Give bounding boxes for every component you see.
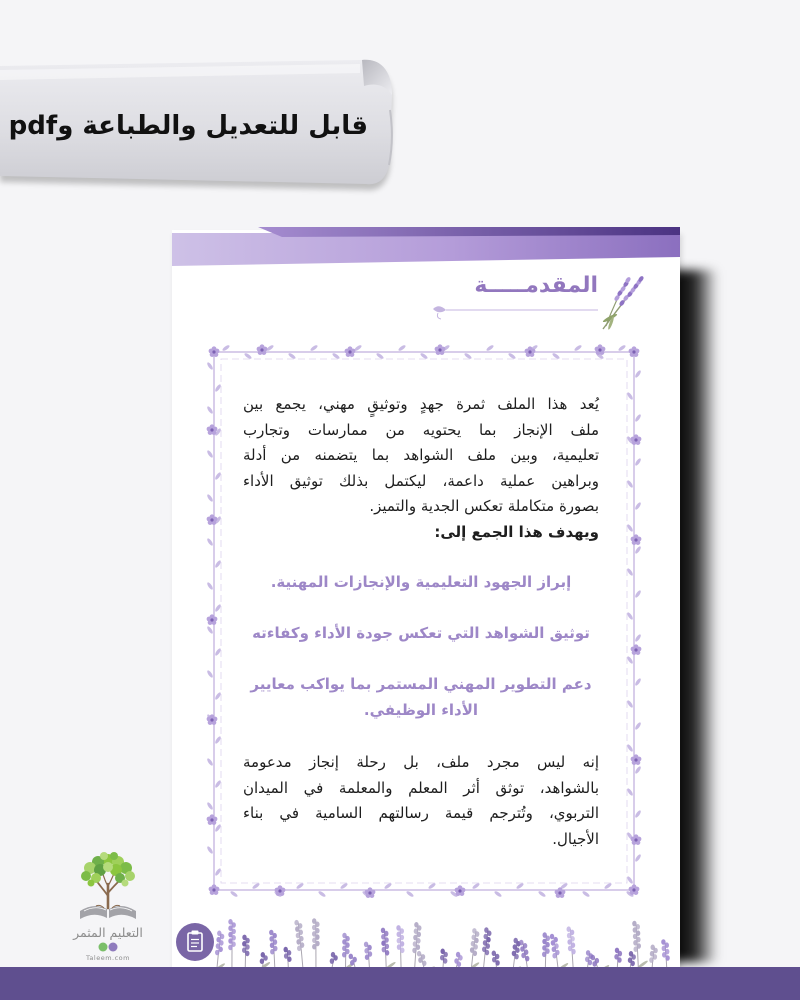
flower-center bbox=[212, 350, 215, 353]
flower-center bbox=[528, 350, 531, 353]
clipboard-badge bbox=[176, 923, 214, 961]
lavender-bud bbox=[270, 949, 274, 955]
lavender-bud bbox=[474, 944, 478, 950]
closing-paragraph bbox=[243, 750, 599, 852]
flower-center bbox=[212, 888, 215, 891]
lavender-bud bbox=[443, 958, 447, 964]
flower-center bbox=[634, 648, 637, 651]
lavender-bud bbox=[617, 957, 621, 963]
closing-line: التربوي، وتُترجم قيمة رسالتهم السامية في بناء bbox=[243, 804, 599, 822]
closing-line: بالشواهد، توثق أثر المعلم والمعلمة في الميدان bbox=[243, 778, 599, 797]
lavender-bud bbox=[519, 940, 523, 946]
lavender-bud bbox=[551, 940, 555, 946]
flower-center bbox=[210, 518, 213, 521]
lavender-bud bbox=[412, 948, 416, 954]
flower-center bbox=[278, 889, 281, 892]
flower-center bbox=[632, 888, 635, 891]
lavender-bud bbox=[457, 961, 461, 967]
lavender-bud bbox=[350, 960, 354, 966]
flower-center bbox=[438, 348, 441, 351]
badge-circle bbox=[176, 923, 214, 961]
lavender-bud bbox=[263, 955, 267, 961]
flower-center bbox=[210, 428, 213, 431]
lavender-bud bbox=[591, 955, 595, 961]
lavender-bud bbox=[400, 948, 404, 954]
lavender-bud bbox=[260, 958, 264, 964]
intro-paragraph bbox=[243, 392, 599, 545]
closing-line: إنه ليس مجرد ملف، بل رحلة إنجاز مدعومة bbox=[243, 753, 599, 771]
closing-line: الأجيال. bbox=[552, 829, 599, 848]
intro-line: تعليمية، وبين ملف الشواهد بما يتضمنه من أدلة bbox=[243, 446, 599, 464]
flower-center bbox=[634, 438, 637, 441]
lavender-bud bbox=[330, 958, 334, 964]
lavender-bud bbox=[294, 920, 298, 926]
flower-center bbox=[634, 758, 637, 761]
goal-item bbox=[243, 569, 599, 595]
goal-item bbox=[243, 620, 599, 646]
lavender-bud bbox=[550, 934, 554, 940]
lavender-bud bbox=[458, 955, 462, 961]
lavender-bud bbox=[349, 954, 353, 960]
logo-site: Taleem.com bbox=[86, 954, 130, 962]
lavender-bud bbox=[385, 950, 389, 956]
flower-center bbox=[558, 891, 561, 894]
lavender-bud bbox=[418, 957, 422, 963]
logo-dot-green bbox=[99, 943, 108, 952]
banner-title: قابل للتعديل والطباعة وpdf bbox=[8, 111, 368, 141]
goals-heading: ويهدف هذا الجمع إلى: bbox=[434, 522, 599, 541]
lavender-bud bbox=[342, 952, 346, 958]
lavender-bud bbox=[653, 948, 657, 954]
flower-center bbox=[260, 348, 263, 351]
flower-center bbox=[632, 350, 635, 353]
flower-center bbox=[458, 889, 461, 892]
lavender-bud bbox=[287, 956, 291, 962]
lavender-bud bbox=[571, 949, 575, 955]
goal-line: الأداء الوظيفي. bbox=[363, 701, 479, 719]
lavender-bud bbox=[245, 951, 249, 957]
lavender-bud bbox=[514, 954, 518, 960]
flower-center bbox=[210, 718, 213, 721]
lavender-bud bbox=[665, 955, 669, 961]
lavender-bud bbox=[552, 947, 556, 953]
page-title: المقدمـــــة bbox=[474, 273, 598, 298]
lavender-bud bbox=[588, 960, 592, 966]
lavender-bud bbox=[486, 943, 490, 949]
lavender-bud bbox=[631, 961, 635, 967]
lavender-bud bbox=[592, 961, 596, 967]
lavender-bud bbox=[521, 953, 525, 959]
lavender-bud bbox=[297, 946, 301, 952]
logo-dot-purple bbox=[109, 943, 118, 952]
lavender-bud bbox=[487, 931, 491, 937]
lavender-bud bbox=[515, 947, 519, 953]
goal-line: دعم التطوير المهني المستمر بما يواكب معايير bbox=[250, 675, 592, 693]
lavender-bud bbox=[485, 950, 489, 956]
flower-center bbox=[598, 348, 601, 351]
lavender-bud bbox=[312, 944, 316, 950]
goal-line: إبراز الجهود التعليمية والإنجازات المهنية. bbox=[270, 573, 572, 591]
lavender-bud bbox=[474, 938, 478, 944]
flower-center bbox=[634, 538, 637, 541]
lavender-bud bbox=[473, 951, 477, 957]
lavender-bud bbox=[215, 950, 219, 956]
intro-line: بصورة متكاملة تعكس الجدية والتميز. bbox=[369, 497, 599, 515]
lavender-bud bbox=[417, 951, 421, 957]
lavender-bud bbox=[632, 954, 636, 960]
flower-center bbox=[634, 838, 637, 841]
bottom-bar bbox=[0, 967, 800, 1000]
goal-item bbox=[243, 671, 599, 723]
page-sheet bbox=[172, 230, 680, 975]
lavender-bud bbox=[649, 957, 653, 963]
lavender-bud bbox=[525, 956, 529, 962]
lavender-bud bbox=[495, 960, 499, 966]
flower-center bbox=[210, 818, 213, 821]
lavender-bud bbox=[365, 954, 369, 960]
lavender-bud bbox=[634, 946, 638, 952]
goal-line: توثيق الشواهد التي تعكس جودة الأداء وكفاءته bbox=[252, 624, 590, 642]
flower-center bbox=[368, 891, 371, 894]
logo-name: التعليم المثمر bbox=[73, 925, 143, 940]
intro-line: وبراهين عملية داعمة، ليكتمل بذلك توثيق الأداء bbox=[243, 471, 599, 490]
lavender-bud bbox=[542, 952, 546, 958]
lavender-bud bbox=[552, 953, 556, 959]
lavender-bud bbox=[333, 955, 337, 961]
intro-line: ملف الإنجاز بما يحتويه من ممارسات وتجارب bbox=[243, 420, 599, 439]
lavender-bud bbox=[228, 945, 232, 951]
flower-center bbox=[210, 618, 213, 621]
lavender-bud bbox=[520, 946, 524, 952]
intro-line: يُعد هذا الملف ثمرة جهدٍ وتوثيقٍ مهني، يجمع بين bbox=[243, 395, 599, 413]
lavender-bud bbox=[422, 961, 426, 967]
flower-center bbox=[348, 350, 351, 353]
